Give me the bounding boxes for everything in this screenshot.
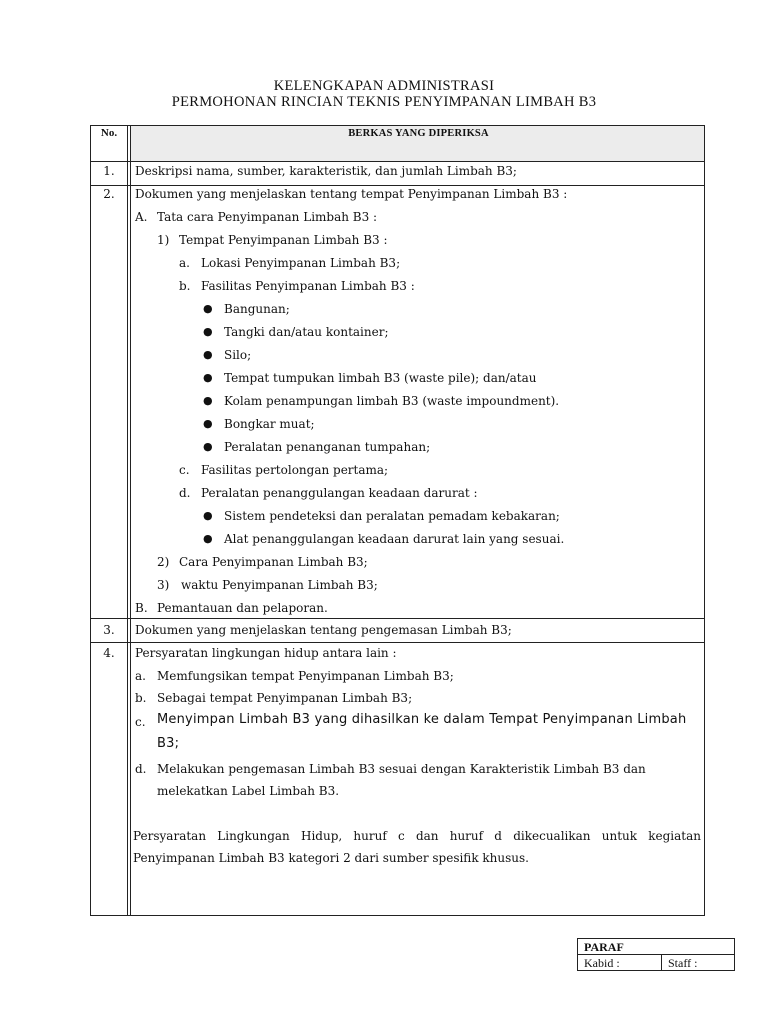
bullet-item-text: Tangki dan/atau kontainer; — [224, 325, 389, 339]
list-item-text: Lokasi Penyimpanan Limbah B3; — [201, 256, 401, 270]
bullet-item-text: Alat penanggulangan keadaan darurat lain yang sesuai. — [224, 532, 565, 546]
list-marker: 3) — [157, 578, 170, 592]
row-text: Deskripsi nama, sumber, karakteristik, dan jumlah Limbah B3; — [135, 164, 517, 178]
row-divider — [91, 185, 704, 186]
list-marker: b. — [135, 691, 147, 705]
paraf-box — [577, 938, 735, 971]
list-item-text: Tata cara Penyimpanan Limbah B3 : — [157, 210, 378, 224]
list-item-text: Cara Penyimpanan Limbah B3; — [179, 555, 368, 569]
row-divider — [91, 642, 704, 643]
bullet-icon: ● — [203, 302, 213, 315]
row-text: Dokumen yang menjelaskan tentang tempat Penyimpanan Limbah B3 : — [135, 187, 568, 201]
page-title-line-1: KELENGKAPAN ADMINISTRASI — [273, 78, 495, 94]
kabid-label: Kabid : — [584, 956, 620, 970]
row-number: 3. — [103, 623, 115, 637]
row-number: 2. — [103, 187, 115, 201]
bullet-item-text: Kolam penampungan limbah B3 (waste impoundment). — [224, 394, 560, 408]
list-marker: d. — [179, 486, 191, 500]
paraf-divider — [578, 954, 734, 955]
column-divider-double — [130, 126, 131, 915]
list-marker: 2) — [157, 555, 170, 569]
list-item-text-continued: B3; — [157, 736, 180, 751]
bullet-icon: ● — [203, 417, 213, 430]
column-header-berkas: BERKAS YANG DIPERIKSA — [348, 128, 489, 139]
bullet-item-text: Bongkar muat; — [224, 417, 315, 431]
page-title-line-2: PERMOHONAN RINCIAN TEKNIS PENYIMPANAN LIMBAH B3 — [171, 94, 597, 110]
row-text: Persyaratan lingkungan hidup antara lain : — [135, 646, 397, 660]
bullet-icon: ● — [203, 394, 213, 407]
list-marker: a. — [135, 669, 146, 683]
row-number: 1. — [103, 164, 115, 178]
list-marker: 1) — [157, 233, 170, 247]
list-item-text: Menyimpan Limbah B3 yang dihasilkan ke dalam Tempat Penyimpanan Limbah — [157, 712, 687, 727]
checklist-table — [90, 125, 705, 916]
list-item-text: Memfungsikan tempat Penyimpanan Limbah B3; — [157, 669, 454, 683]
list-item-text: Fasilitas pertolongan pertama; — [201, 463, 389, 477]
list-marker: a. — [179, 256, 190, 270]
paraf-title: PARAF — [584, 940, 624, 954]
list-marker: c. — [179, 463, 190, 477]
list-item-text: Tempat Penyimpanan Limbah B3 : — [179, 233, 388, 247]
bullet-icon: ● — [203, 440, 213, 453]
list-marker: b. — [179, 279, 191, 293]
column-divider — [127, 126, 128, 915]
row-number: 4. — [103, 646, 115, 660]
paraf-divider — [661, 954, 662, 970]
list-marker: A. — [135, 210, 148, 224]
row-divider — [91, 618, 704, 619]
list-marker: B. — [135, 601, 148, 615]
list-marker: d. — [135, 762, 147, 776]
bullet-item-text: Silo; — [224, 348, 252, 362]
bullet-icon: ● — [203, 371, 213, 384]
list-item-text: Pemantauan dan pelaporan. — [157, 601, 328, 615]
staff-label: Staff : — [668, 956, 698, 970]
bullet-icon: ● — [203, 509, 213, 522]
list-item-text-continued: melekatkan Label Limbah B3. — [157, 784, 340, 798]
bullet-icon: ● — [203, 325, 213, 338]
row-divider — [91, 161, 704, 162]
row-text: Dokumen yang menjelaskan tentang pengemasan Limbah B3; — [135, 623, 512, 637]
list-item-text: Peralatan penanggulangan keadaan darurat : — [201, 486, 478, 500]
column-header-no: No. — [100, 127, 118, 139]
list-item-text: waktu Penyimpanan Limbah B3; — [181, 578, 378, 592]
note-text: Persyaratan Lingkungan Hidup, huruf c dan huruf d dikecualikan untuk kegiatan — [133, 829, 701, 843]
bullet-item-text: Peralatan penanganan tumpahan; — [224, 440, 431, 454]
bullet-item-text: Bangunan; — [224, 302, 290, 316]
list-item-text: Sebagai tempat Penyimpanan Limbah B3; — [157, 691, 413, 705]
bullet-icon: ● — [203, 348, 213, 361]
list-item-text: Melakukan pengemasan Limbah B3 sesuai dengan Karakteristik Limbah B3 dan — [157, 762, 646, 776]
list-item-text: Fasilitas Penyimpanan Limbah B3 : — [201, 279, 415, 293]
list-marker: c. — [135, 715, 146, 729]
note-text-continued: Penyimpanan Limbah B3 kategori 2 dari sumber spesifik khusus. — [133, 851, 529, 865]
bullet-item-text: Tempat tumpukan limbah B3 (waste pile); dan/atau — [224, 371, 537, 385]
bullet-icon: ● — [203, 532, 213, 545]
bullet-item-text: Sistem pendeteksi dan peralatan pemadam kebakaran; — [224, 509, 560, 523]
